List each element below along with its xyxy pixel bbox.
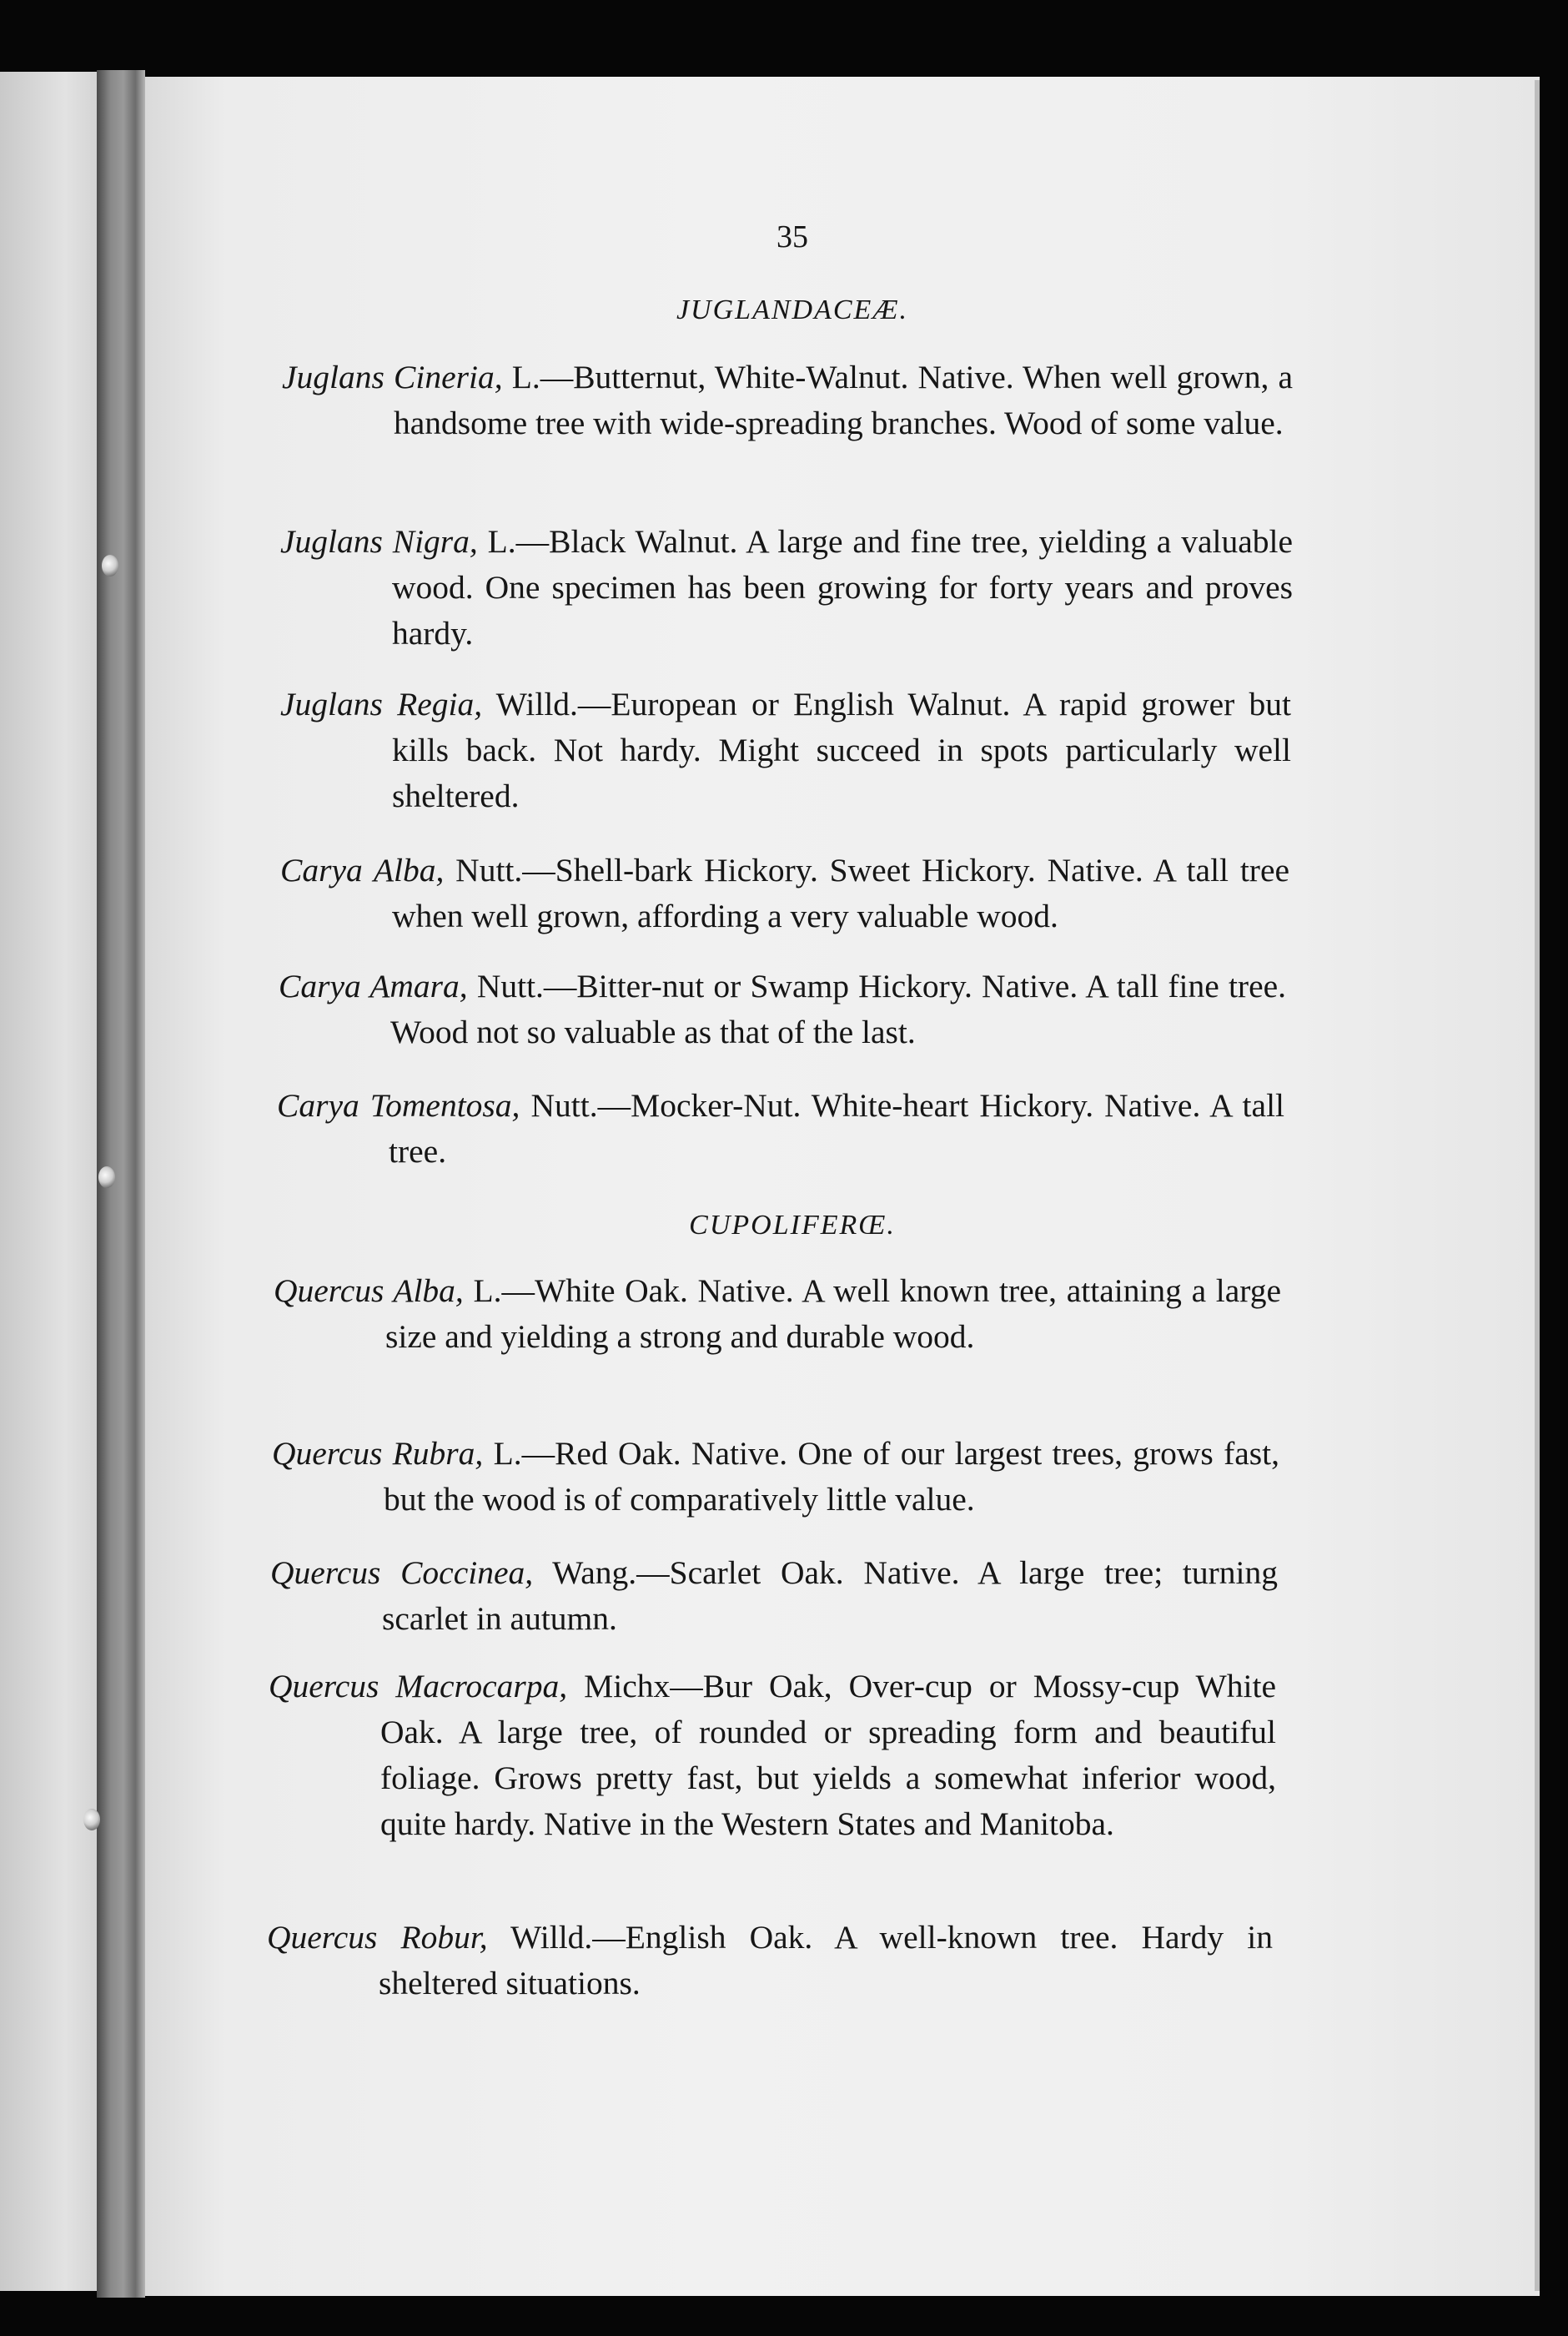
species-description: Nutt.—Bitter-nut or Swamp Hickory. Native. A tall fine tree. Wood not so valuable as that of the last. — [390, 968, 1287, 1050]
species-entry — [270, 1550, 1278, 1642]
species-entry — [280, 848, 1290, 939]
section-heading: CUPOLIFERŒ. — [689, 1210, 896, 1241]
species-entry — [279, 964, 1287, 1055]
species-entry — [280, 682, 1291, 819]
scientific-name: Carya Alba, — [280, 852, 445, 889]
species-entry — [272, 1431, 1279, 1523]
species-description: Nutt.—Mocker-Nut. White-heart Hickory. Native. A tall tree. — [389, 1087, 1285, 1170]
species-description: Michx—Bur Oak, Over-cup or Mossy-cup White Oak. A large tree, of rounded or spreading form and beautiful foliage. Grows pretty fast, but yields a somewhat inferior wood, quite hardy. Native in the Western States and Manitoba. — [380, 1668, 1277, 1842]
species-description: Willd.—European or English Walnut. A rapid grower but kills back. Not hardy. Might succeed in spots particularly well sheltered. — [392, 686, 1291, 814]
species-entry — [274, 1268, 1282, 1360]
scientific-name: Juglans Regia, — [280, 686, 483, 722]
scientific-name: Quercus Robur, — [267, 1919, 488, 1956]
scientific-name: Carya Amara, — [279, 968, 468, 1004]
species-entry — [267, 1915, 1273, 2006]
scientific-name: Quercus Macrocarpa, — [269, 1668, 568, 1704]
species-entry — [282, 355, 1294, 446]
scientific-name: Juglans Cineria, — [282, 359, 503, 395]
species-entry — [280, 519, 1293, 657]
species-description: L.—Red Oak. Native. One of our largest trees, grows fast, but the wood is of comparatively little value. — [384, 1435, 1279, 1518]
scientific-name: Carya Tomentosa, — [277, 1087, 520, 1124]
scientific-name: Juglans Nigra, — [280, 523, 478, 560]
scientific-name: Quercus Coccinea, — [270, 1554, 534, 1591]
species-description: Nutt.—Shell-bark Hickory. Sweet Hickory. Native. A tall tree when well grown, affording a very valuable wood. — [392, 852, 1290, 934]
page-number: 35 — [776, 219, 808, 254]
species-description: Willd.—English Oak. A well-known tree. Hardy in sheltered situations. — [379, 1919, 1273, 2001]
species-description: L.—Butternut, White-Walnut. Native. When well grown, a handsome tree with wide-spreading branches. Wood of some value. — [394, 359, 1294, 441]
scientific-name: Quercus Alba, — [274, 1272, 464, 1309]
section-heading: JUGLANDACEÆ. — [676, 295, 909, 325]
scientific-name: Quercus Rubra, — [272, 1435, 484, 1472]
species-entry — [277, 1083, 1285, 1175]
species-description: L.—Black Walnut. A large and fine tree, yielding a valuable wood. One specimen has been growing for forty years and proves hardy. — [392, 523, 1293, 652]
species-description: L.—White Oak. Native. A well known tree, attaining a large size and yielding a strong and durable wood. — [385, 1272, 1282, 1355]
species-entry — [269, 1664, 1277, 1847]
species-description: Wang.—Scarlet Oak. Native. A large tree; turning scarlet in autumn. — [382, 1554, 1278, 1637]
